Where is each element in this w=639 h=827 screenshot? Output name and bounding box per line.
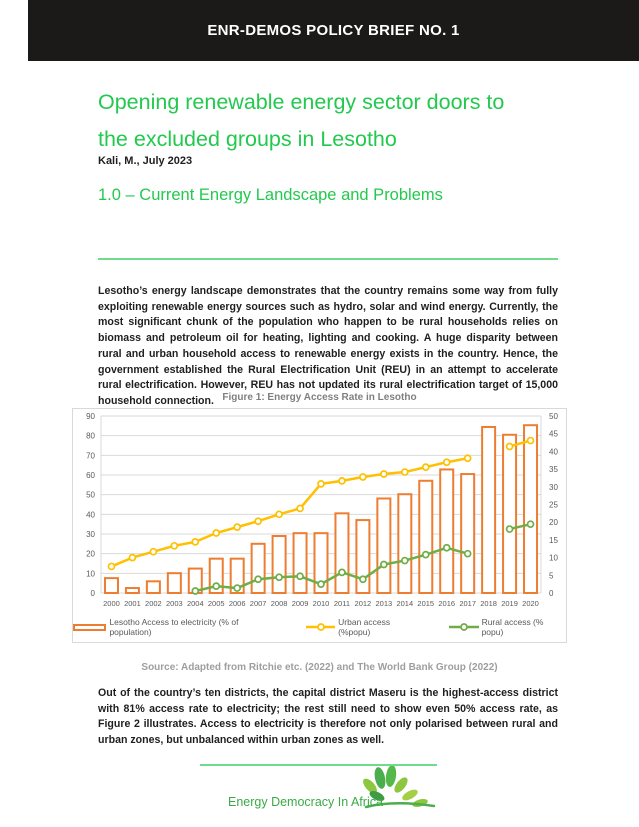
marker-2001 (129, 555, 135, 561)
bar-2017 (461, 474, 474, 593)
bar-2009 (294, 533, 307, 593)
document-title-line2: the excluded groups in Lesotho (98, 127, 397, 151)
x-axis-label: 2001 (124, 599, 141, 608)
legend-label: Urban access (%popu) (338, 617, 391, 637)
figure1-chart-svg (73, 409, 566, 614)
x-axis-label: 2013 (375, 599, 393, 608)
left-axis-tick-label: 50 (86, 490, 95, 500)
marker-2009 (297, 505, 303, 511)
legend-bar-swatch-icon (73, 624, 106, 631)
marker-2009 (297, 573, 303, 579)
x-axis-label: 2012 (354, 599, 372, 608)
marker-2008 (276, 574, 282, 580)
marker-2016 (444, 545, 450, 551)
x-axis-label: 2014 (396, 599, 414, 608)
header-title: ENR-DEMOS POLICY BRIEF NO. 1 (207, 22, 460, 39)
left-axis-tick-label: 40 (86, 510, 95, 520)
legend-item (306, 617, 423, 637)
bar-2013 (377, 498, 390, 593)
document-title (98, 84, 578, 158)
left-axis-tick-label: 70 (86, 451, 95, 461)
right-axis-tick-label: 35 (549, 465, 558, 475)
left-axis-tick-label: 10 (86, 569, 95, 579)
right-axis-tick-label: 10 (549, 553, 558, 563)
x-axis-label: 2011 (333, 599, 351, 608)
header-bar (28, 0, 639, 61)
marker-2010 (318, 481, 324, 487)
marker-2000 (108, 563, 114, 569)
marker-2013 (381, 471, 387, 477)
x-axis-label: 2000 (103, 599, 120, 608)
marker-2017 (465, 455, 471, 461)
marker-2008 (276, 511, 282, 517)
bar-2016 (440, 469, 453, 593)
x-axis-label: 2016 (438, 599, 456, 608)
right-axis-tick-label: 25 (549, 500, 558, 510)
bar-2007 (252, 544, 265, 593)
left-axis-tick-label: 20 (86, 549, 95, 559)
paragraph-districts: Out of the country’s ten districts, the capital district Maseru is the highest-access district with 81% access rate to electricity; the rest still need to show even 50% access rate, as Figure 2 illustrates. Access to electricity is therefore not only polarised between rural and urban zones, but unbalanced within urban zones as well. (98, 687, 558, 747)
x-axis-label: 2006 (228, 599, 246, 608)
marker-2011 (339, 478, 345, 484)
legend-label: Rural access (% popu) (481, 617, 544, 637)
marker-2014 (402, 469, 408, 475)
left-axis-tick-label: 30 (86, 530, 95, 539)
right-axis-tick-label: 20 (549, 518, 558, 528)
legend-line-swatch-icon (306, 622, 335, 632)
chart-legend (73, 614, 566, 640)
bar-2018 (482, 427, 495, 593)
marker-2016 (444, 459, 450, 465)
section-divider-line (98, 258, 558, 260)
left-axis-tick-label: 80 (86, 431, 95, 441)
marker-2019 (507, 443, 513, 449)
marker-2020 (528, 521, 534, 527)
marker-2010 (318, 581, 324, 587)
marker-2004 (192, 539, 198, 545)
bar-2020 (524, 425, 537, 593)
x-axis-label: 2018 (480, 599, 497, 608)
x-axis-label: 2009 (291, 599, 309, 608)
left-axis-tick-label: 0 (90, 589, 95, 598)
marker-2003 (171, 543, 177, 549)
figure1-source: Source: Adapted from Ritchie etc. (2022) and The World Bank Group (2022) (141, 662, 498, 673)
x-axis-label: 2003 (165, 599, 183, 608)
right-axis-tick-label: 40 (549, 447, 558, 457)
bar-2014 (398, 494, 411, 593)
bar-2002 (147, 581, 160, 593)
marker-2006 (234, 524, 240, 530)
figure1-chart (72, 408, 567, 643)
right-axis-tick-label: 50 (549, 412, 558, 421)
marker-2011 (339, 569, 345, 575)
footer-logo (228, 764, 438, 822)
marker-2005 (213, 530, 219, 536)
x-axis-label: 2020 (522, 599, 539, 608)
document-title-line1: Opening renewable energy sector doors to (98, 90, 505, 114)
legend-line-swatch-icon (449, 622, 478, 632)
x-axis-label: 2015 (417, 599, 435, 608)
marker-2004 (192, 588, 198, 594)
legend-label: Lesotho Access to electricity (% of population) (109, 617, 239, 637)
x-axis-label: 2017 (459, 599, 477, 608)
x-axis-label: 2019 (501, 599, 518, 608)
right-axis-tick-label: 15 (549, 535, 558, 545)
right-axis-tick-label: 45 (549, 429, 558, 439)
marker-2015 (423, 552, 429, 558)
x-axis-label: 2005 (207, 599, 225, 608)
marker-2002 (150, 549, 156, 555)
marker-2015 (423, 464, 429, 470)
bar-2008 (273, 536, 286, 593)
marker-2013 (381, 561, 387, 567)
bar-2011 (335, 513, 348, 593)
left-axis-tick-label: 60 (86, 471, 95, 480)
marker-2006 (234, 585, 240, 591)
section-heading: 1.0 – Current Energy Landscape and Problems (98, 186, 443, 204)
marker-2012 (360, 576, 366, 582)
left-axis-tick-label: 90 (86, 412, 95, 421)
marker-2014 (402, 558, 408, 564)
marker-2017 (465, 551, 471, 557)
author-line: Kali, M., July 2023 (98, 155, 193, 167)
legend-item (73, 617, 280, 637)
bar-2015 (419, 481, 432, 593)
right-axis-tick-label: 0 (549, 589, 554, 598)
footer-logo-text: Energy Democracy In Africa (228, 795, 383, 809)
x-axis-label: 2007 (249, 599, 267, 608)
marker-2007 (255, 518, 261, 524)
figure1-caption: Figure 1: Energy Access Rate in Lesotho (222, 392, 417, 403)
bar-2000 (105, 578, 118, 593)
marker-2012 (360, 474, 366, 480)
marker-2020 (528, 438, 534, 444)
bar-2001 (126, 588, 139, 593)
paragraph-energy-landscape: Lesotho’s energy landscape demonstrates that the country remains some way from fully exploiting renewable energy sources such as hydro, solar and wind energy. Currently, the most significant chunk of the population who happen to be rural households relies on biomass and petroleum oil for heating, lighting and cooking. A huge disparity between rural and urban household access to renewable energy exists in the country. Hence, the government established the Rural Electrification Unit (REU) in an attempt to accelerate rural electrification. However, REU has not updated its rural electrification target of 15,000 household connection. (98, 285, 558, 407)
legend-item (449, 617, 566, 637)
bar-2019 (503, 435, 516, 593)
right-axis-tick-label: 5 (549, 571, 554, 581)
right-axis-tick-label: 30 (549, 482, 558, 492)
marker-2005 (213, 583, 219, 589)
x-axis-label: 2004 (186, 599, 204, 608)
x-axis-label: 2008 (270, 599, 288, 608)
marker-2019 (507, 526, 513, 532)
x-axis-label: 2010 (312, 599, 330, 608)
bar-2003 (168, 573, 181, 593)
x-axis-label: 2002 (145, 599, 162, 608)
marker-2007 (255, 576, 261, 582)
